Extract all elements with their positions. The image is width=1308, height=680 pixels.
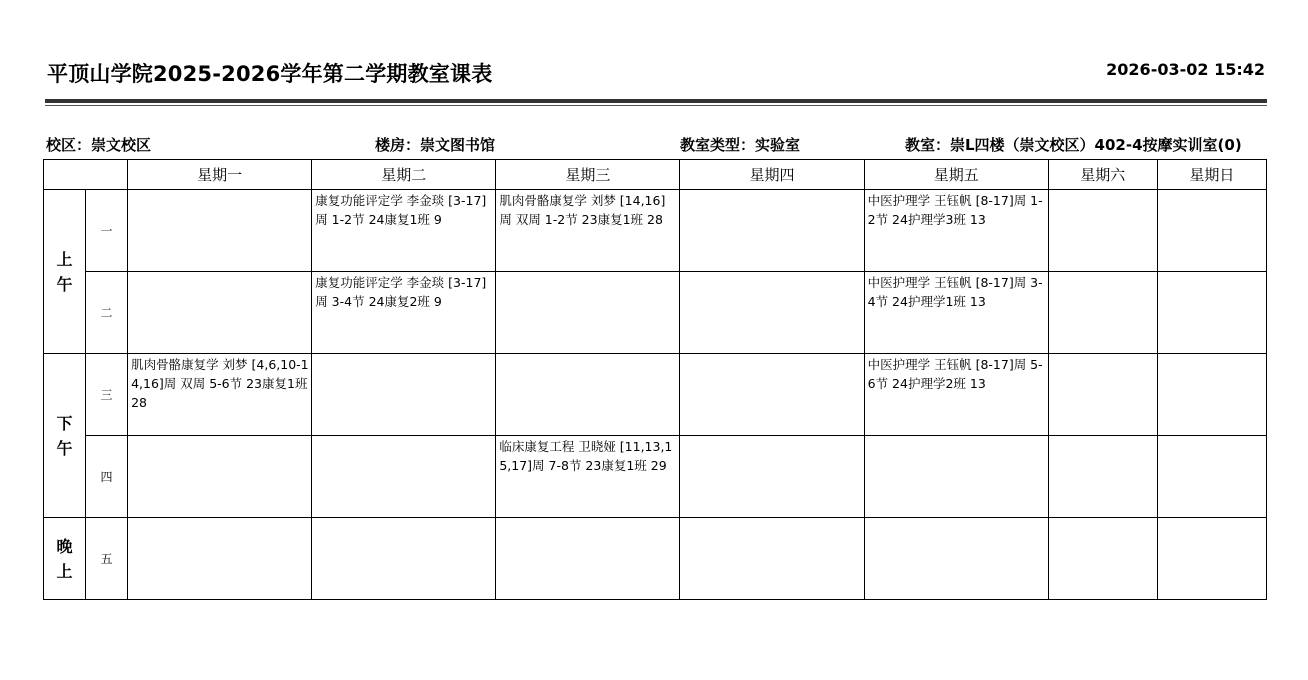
period-morning: 上 午 <box>44 190 86 354</box>
cell-tue-3 <box>312 354 496 436</box>
slot-row-2 <box>44 272 1267 354</box>
cell-sun-3 <box>1157 354 1266 436</box>
cell-mon-1 <box>128 190 312 272</box>
day-header-thu: 星期四 <box>680 160 864 190</box>
room-type-label: 教室类型：实验室 <box>680 136 801 154</box>
cell-wed-1 <box>496 190 680 272</box>
cell-mon-3 <box>128 354 312 436</box>
slot-index-4: 四 <box>86 436 128 518</box>
cell-sat-3 <box>1048 354 1157 436</box>
cell-wed-3 <box>496 354 680 436</box>
day-header-sun: 星期日 <box>1157 160 1266 190</box>
cell-sat-5 <box>1048 518 1157 600</box>
cell-sun-4 <box>1157 436 1266 518</box>
cell-fri-3 <box>864 354 1048 436</box>
day-header-sat: 星期六 <box>1048 160 1157 190</box>
cell-sat-1 <box>1048 190 1157 272</box>
cell-wed-5 <box>496 518 680 600</box>
cell-tue-5 <box>312 518 496 600</box>
cell-tue-4 <box>312 436 496 518</box>
slot-index-1: 一 <box>86 190 128 272</box>
room-label: 教室：崇L四楼（崇文校区）402-4按摩实训室(0) <box>905 136 1242 154</box>
cell-sun-2 <box>1157 272 1266 354</box>
campus-label: 校区：崇文校区 <box>46 136 152 154</box>
cell-sun-5 <box>1157 518 1266 600</box>
cell-thu-1 <box>680 190 864 272</box>
timetable <box>43 159 1267 600</box>
course-entry: 中医护理学 王钰帆 [8-17]周 3-4节 24护理学1班 13 <box>867 275 1043 309</box>
day-header-mon: 星期一 <box>128 160 312 190</box>
day-header-tue: 星期二 <box>312 160 496 190</box>
print-timestamp: 2026-03-02 15:42 <box>1106 60 1265 79</box>
slot-row-3 <box>44 354 1267 436</box>
day-header-row <box>44 160 1267 190</box>
header-divider-thin <box>45 105 1267 106</box>
building-label: 楼房：崇文图书馆 <box>375 136 496 154</box>
slot-index-5: 五 <box>86 518 128 600</box>
cell-mon-4 <box>128 436 312 518</box>
cell-thu-3 <box>680 354 864 436</box>
course-entry: 临床康复工程 卫晓娅 [11,13,15,17]周 7-8节 23康复1班 29 <box>499 439 673 473</box>
cell-tue-1 <box>312 190 496 272</box>
slot-index-2: 二 <box>86 272 128 354</box>
course-entry: 肌肉骨骼康复学 刘梦 [4,6,10-14,16]周 双周 5-6节 23康复1班 28 <box>131 357 309 410</box>
corner-cell <box>44 160 128 190</box>
cell-sun-1 <box>1157 190 1266 272</box>
slot-row-4 <box>44 436 1267 518</box>
cell-wed-2 <box>496 272 680 354</box>
cell-sat-2 <box>1048 272 1157 354</box>
course-entry: 肌肉骨骼康复学 刘梦 [14,16]周 双周 1-2节 23康复1班 28 <box>499 193 666 227</box>
cell-fri-4 <box>864 436 1048 518</box>
period-evening: 晚 上 <box>44 518 86 600</box>
cell-wed-4 <box>496 436 680 518</box>
course-entry: 康复功能评定学 李金琰 [3-17]周 3-4节 24康复2班 9 <box>315 275 487 309</box>
cell-fri-2 <box>864 272 1048 354</box>
cell-mon-5 <box>128 518 312 600</box>
cell-sat-4 <box>1048 436 1157 518</box>
header-divider <box>45 99 1267 103</box>
cell-tue-2 <box>312 272 496 354</box>
day-header-fri: 星期五 <box>864 160 1048 190</box>
cell-mon-2 <box>128 272 312 354</box>
cell-thu-4 <box>680 436 864 518</box>
cell-fri-5 <box>864 518 1048 600</box>
cell-thu-2 <box>680 272 864 354</box>
cell-thu-5 <box>680 518 864 600</box>
period-afternoon: 下 午 <box>44 354 86 518</box>
slot-row-1 <box>44 190 1267 272</box>
page-title: 平顶山学院2025-2026学年第二学期教室课表 <box>47 62 493 86</box>
course-entry: 中医护理学 王钰帆 [8-17]周 5-6节 24护理学2班 13 <box>867 357 1043 391</box>
cell-fri-1 <box>864 190 1048 272</box>
slot-row-5 <box>44 518 1267 600</box>
course-entry: 康复功能评定学 李金琰 [3-17]周 1-2节 24康复1班 9 <box>315 193 487 227</box>
course-entry: 中医护理学 王钰帆 [8-17]周 1-2节 24护理学3班 13 <box>867 193 1043 227</box>
day-header-wed: 星期三 <box>496 160 680 190</box>
slot-index-3: 三 <box>86 354 128 436</box>
